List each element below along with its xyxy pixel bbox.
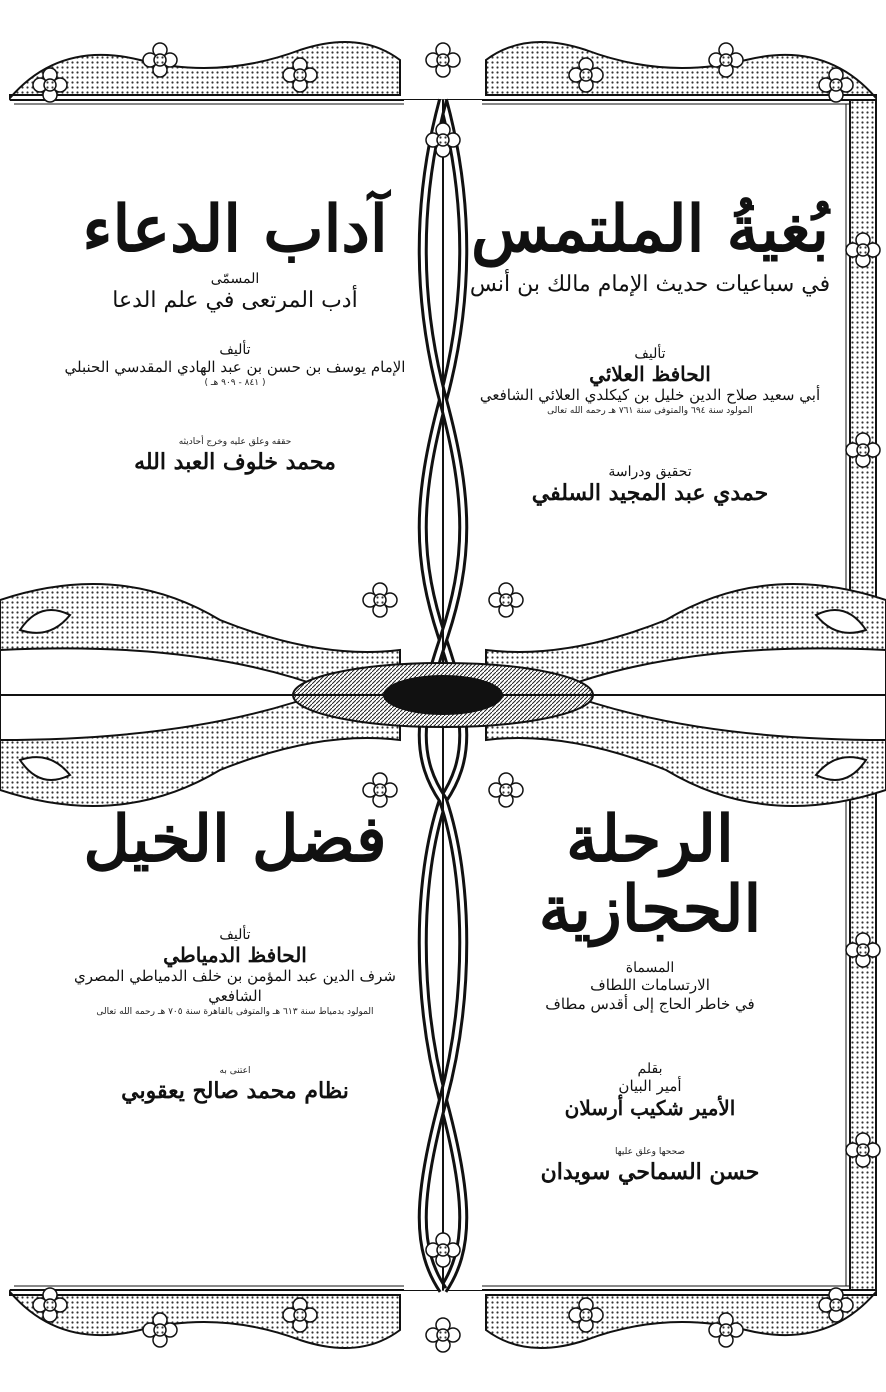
author-name: الأمير شكيب أرسلان	[564, 1096, 736, 1121]
book-panel-top-right	[455, 192, 845, 507]
editor-name: حمدي عبد المجيد السلفي	[531, 480, 769, 507]
author-dates: المولود بدمياط سنة ٦١٣ هـ والمتوفى بالقاهرة سنة ٧٠٥ هـ رحمه الله تعالى	[96, 1007, 374, 1018]
editor-label: اعتنى به	[219, 1065, 251, 1076]
author-name: الحافظ الدمياطي	[163, 943, 307, 968]
author-full-name: أبي سعيد صلاح الدين خليل بن كيكلدي العلائي الشافعي	[479, 385, 821, 404]
editor-name: حسن السماحي سويدان	[540, 1158, 760, 1185]
book-subtitle-line2: في خاطر الحاج إلى أقدس مطاف	[545, 995, 755, 1014]
book-panel-top-left	[45, 192, 425, 475]
book-subtitle: أدب المرتعى في علم الدعا	[112, 288, 358, 314]
author-name: الحافظ العلائي	[589, 361, 711, 386]
author-dates: المولود سنة ٦٩٤ والمتوفى سنة ٧٦١ هـ رحمه الله تعالى	[547, 406, 753, 417]
book-title: آداب الدعاء	[82, 192, 388, 267]
book-title: فضل الخيل	[83, 802, 387, 877]
book-panel-bottom-right	[455, 802, 845, 1185]
editor-label: تحقيق ودراسة	[608, 464, 692, 481]
editor-label: صححها وعلق عليها	[614, 1147, 686, 1158]
author-label: تأليف	[219, 927, 251, 944]
author-label: بقلم	[637, 1060, 663, 1077]
author-dates: ( ٨٤١ - ٩٠٩ هـ )	[204, 378, 266, 389]
book-panel-bottom-left	[45, 802, 425, 1104]
author-label: تأليف	[634, 345, 666, 362]
editor-label: حققه وعلق عليه وخرج أحاديثه	[178, 437, 292, 448]
author-label: تأليف	[219, 341, 251, 358]
author-prefix: أمير البيان	[618, 1076, 682, 1095]
author-full-name: شرف الدين عبد المؤمن بن خلف الدمياطي المصري الشافعي	[74, 967, 396, 1005]
named-label: المسمّى	[210, 271, 260, 288]
author-name: الإمام يوسف بن حسن بن عبد الهادي المقدسي الحنبلي	[64, 357, 406, 376]
book-subtitle: في سباعيات حديث الإمام مالك بن أنس	[469, 272, 831, 298]
named-label: المسماة	[625, 959, 675, 976]
editor-name: محمد خلوف العبد الله	[134, 448, 336, 475]
book-title: الرحلة الحجازية	[538, 802, 762, 948]
editor-name: نظام محمد صالح يعقوبي	[121, 1077, 349, 1104]
book-title: بُغيةُ الملتمس	[471, 192, 829, 267]
book-subtitle: الارتسامات اللطاف	[590, 975, 710, 994]
